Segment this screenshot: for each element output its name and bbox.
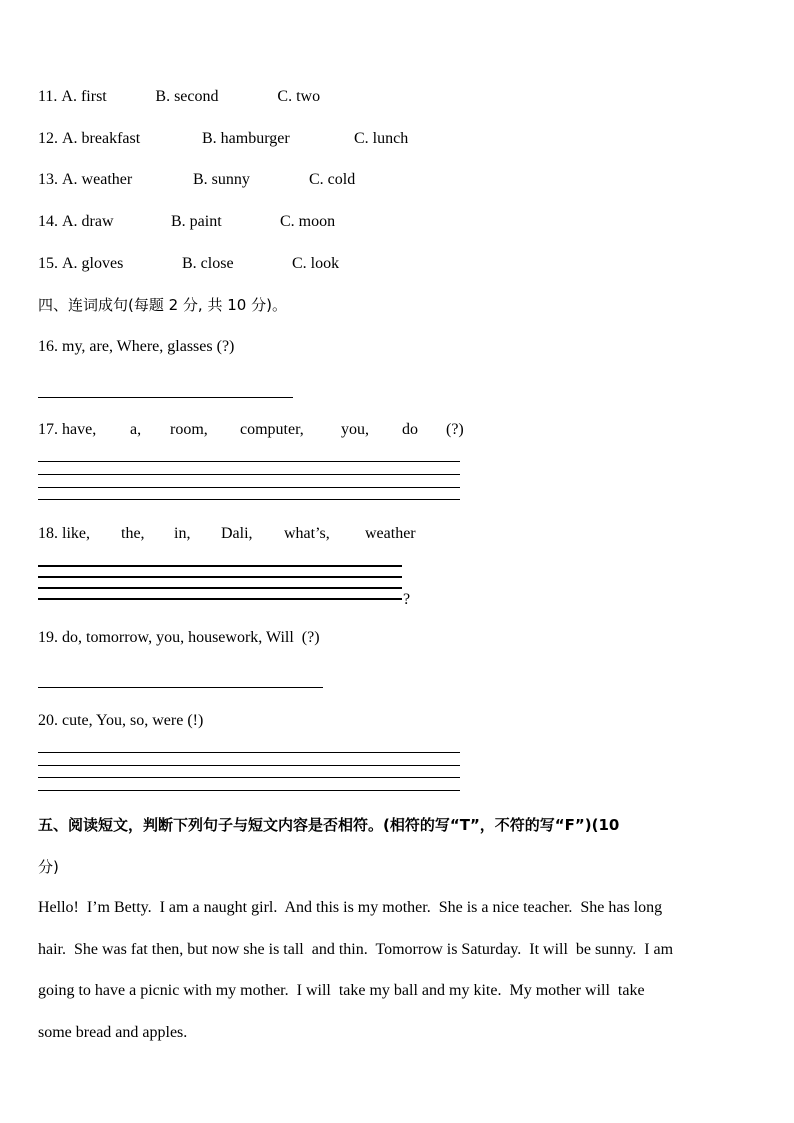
question-number: 19. xyxy=(38,629,58,646)
question-12 xyxy=(38,129,408,149)
answer-line xyxy=(38,576,402,578)
question-number: 12. xyxy=(38,130,58,147)
option-c: C. look xyxy=(292,255,340,272)
passage-line-4: some bread and apples. xyxy=(38,1024,188,1041)
word-list: cute, You, so, were (!) xyxy=(62,712,204,729)
answer-line xyxy=(38,565,402,567)
word: (?) xyxy=(446,421,464,438)
answer-line xyxy=(38,461,460,462)
word-list: my, are, Where, glasses (?) xyxy=(62,338,235,355)
answer-line xyxy=(38,790,460,791)
question-11 xyxy=(38,87,320,107)
option-b: B. hamburger xyxy=(202,130,290,147)
option-c: C. lunch xyxy=(354,130,409,147)
word: the, xyxy=(121,525,145,542)
answer-line xyxy=(38,499,460,500)
option-c: C. two xyxy=(277,88,321,105)
word-list: do, tomorrow, you, housework, Will (?) xyxy=(62,629,320,646)
question-number: 16. xyxy=(38,338,58,355)
sentence-19 xyxy=(38,628,320,648)
answer-line xyxy=(38,587,402,589)
answer-line xyxy=(38,397,293,398)
answer-line xyxy=(38,765,460,766)
answer-line xyxy=(38,752,460,753)
question-number: 13. xyxy=(38,171,58,188)
question-number: 11. xyxy=(38,88,58,105)
word: do xyxy=(402,421,418,438)
answer-line xyxy=(38,598,402,600)
word: in, xyxy=(174,525,191,542)
sentence-18 xyxy=(38,524,416,544)
word: Dali, xyxy=(221,525,253,542)
option-b: B. close xyxy=(182,255,234,272)
option-a: A. first xyxy=(61,88,107,105)
section-5-heading xyxy=(38,814,619,837)
option-a: A. draw xyxy=(62,213,114,230)
question-number: 20. xyxy=(38,712,58,729)
option-c: C. cold xyxy=(309,171,356,188)
word: computer, xyxy=(240,421,304,438)
option-b: B. sunny xyxy=(193,171,250,188)
word: weather xyxy=(365,525,416,542)
passage-line-3: going to have a picnic with my mother. I will take my ball and my kite. My mother will take xyxy=(38,982,645,999)
word: what’s, xyxy=(284,525,330,542)
section-4-heading: 四、连词成句(每题 2 分, 共 10 分)。 xyxy=(38,296,287,314)
answer-line xyxy=(38,777,460,778)
answer-line xyxy=(38,487,460,488)
passage-line-1: Hello! I’m Betty. I am a naught girl. And this is my mother. She is a nice teacher. She has long xyxy=(38,899,663,916)
sentence-17 xyxy=(38,420,464,440)
question-number: 15. xyxy=(38,255,58,272)
word: like, xyxy=(62,525,90,542)
option-a: A. gloves xyxy=(62,255,124,272)
option-c: C. moon xyxy=(280,213,336,230)
end-question-mark: ? xyxy=(403,591,411,608)
option-b: B. second xyxy=(155,88,219,105)
question-14 xyxy=(38,212,335,232)
option-a: A. breakfast xyxy=(62,130,141,147)
section-5-heading-line1: 五、阅读短文，判断下列句子与短文内容是否相符。(相符的写“T”，不符的写“F”)(10 xyxy=(38,816,620,834)
option-a: A. weather xyxy=(62,171,133,188)
question-15 xyxy=(38,254,339,274)
answer-line xyxy=(38,687,323,688)
section-5-heading-line2: 分) xyxy=(38,858,59,876)
word: room, xyxy=(170,421,208,438)
question-number: 18. xyxy=(38,525,58,542)
question-number: 17. xyxy=(38,421,58,438)
passage-line-2: hair. She was fat then, but now she is tall and thin. Tomorrow is Saturday. It will be sunny. I am xyxy=(38,941,674,958)
option-b: B. paint xyxy=(171,213,222,230)
sentence-20 xyxy=(38,711,203,731)
word: a, xyxy=(130,421,142,438)
question-13 xyxy=(38,170,355,190)
word: have, xyxy=(62,421,97,438)
sentence-16 xyxy=(38,337,234,357)
word: you, xyxy=(341,421,369,438)
answer-line xyxy=(38,474,460,475)
question-number: 14. xyxy=(38,213,58,230)
